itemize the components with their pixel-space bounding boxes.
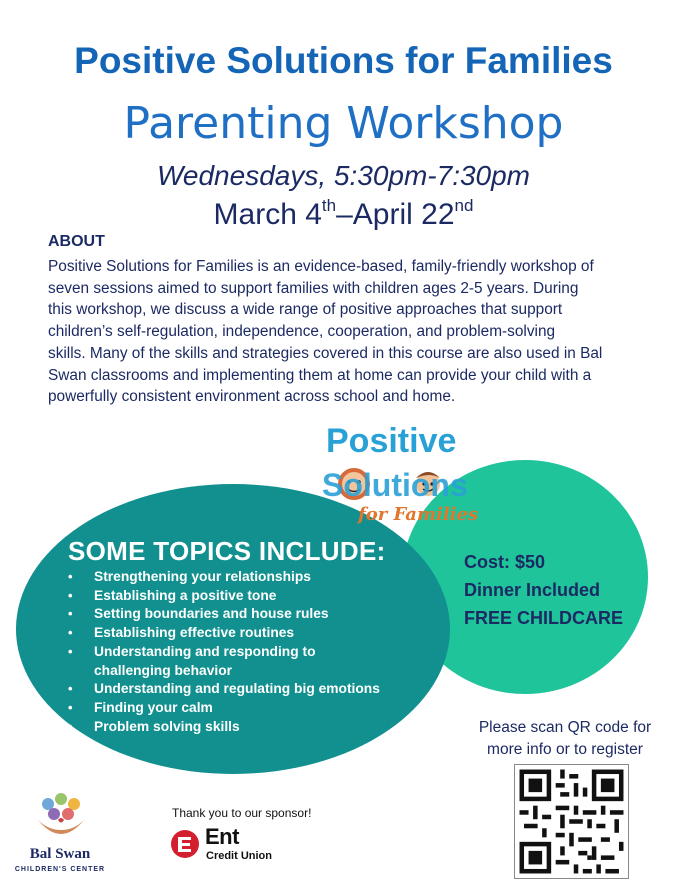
sponsor-subtitle: Credit Union bbox=[206, 850, 272, 862]
end-date: April 22 bbox=[352, 198, 455, 231]
bullet-icon: • bbox=[68, 625, 73, 641]
bullet-icon: • bbox=[68, 569, 73, 584]
topics-list bbox=[70, 568, 400, 736]
topic-item: • Strengthening your relationships bbox=[70, 568, 400, 587]
bal-swan-name: Bal Swan bbox=[29, 846, 91, 862]
sponsor-thanks: Thank you to our sponsor! bbox=[172, 806, 312, 820]
topic-item: • Finding your calm bbox=[70, 699, 400, 718]
schedule-text: Wednesdays, 5:30pm-7:30pm bbox=[156, 160, 531, 191]
about-paragraph bbox=[48, 256, 648, 408]
bullet-icon: • bbox=[68, 606, 73, 622]
about-line: powerfully consistent environment across school and home. bbox=[48, 388, 456, 406]
topic-item: • Understanding and responding to challenging behavior bbox=[68, 643, 316, 678]
end-date-suffix: nd bbox=[454, 196, 474, 215]
about-line: skills. Many of the skills and strategies covered in this course are also used in Bal bbox=[48, 344, 603, 362]
cost-childcare: FREE CHILDCARE bbox=[464, 608, 624, 628]
topic-item: • Establishing a positive tone bbox=[70, 587, 400, 606]
logo-line-2: Solutions bbox=[322, 467, 468, 503]
logo-line-3: for Families bbox=[358, 504, 479, 525]
start-date-suffix: th bbox=[321, 196, 337, 215]
bal-swan-logo-icon bbox=[30, 790, 92, 844]
cost-dinner: Dinner Included bbox=[464, 580, 601, 600]
about-line: seven sessions aimed to support families with children ages 2-5 years. During bbox=[48, 279, 579, 297]
qr-instructions: Please scan QR code for more info or to register bbox=[478, 719, 652, 758]
bullet-icon: • bbox=[68, 718, 73, 734]
positive-solutions-logo bbox=[318, 420, 488, 530]
bullet-icon: • bbox=[68, 643, 73, 659]
about-line: this workshop, we discuss a wide range of positive approaches that support bbox=[48, 301, 563, 319]
topics-heading: SOME TOPICS INCLUDE: bbox=[68, 536, 386, 566]
about-line: Swan classrooms and implementing them at home can provide your child with a bbox=[48, 366, 592, 384]
about-line: children’s self-regulation, independence, cooperation, and problem-solving bbox=[48, 323, 556, 341]
bal-swan-subtitle: CHILDREN'S CENTER bbox=[14, 866, 106, 873]
bullet-icon: • bbox=[68, 681, 73, 697]
about-line: Positive Solutions for Families is an evidence-based, family-friendly workshop of bbox=[48, 258, 594, 275]
cost-info bbox=[464, 548, 623, 632]
date-separator: – bbox=[336, 198, 353, 231]
date-range bbox=[0, 198, 687, 232]
page-title: Positive Solutions for Families bbox=[74, 40, 613, 81]
bullet-icon: • bbox=[68, 699, 73, 715]
logo-line-1: Positive bbox=[326, 422, 457, 460]
about-heading: ABOUT bbox=[48, 233, 105, 250]
topic-item: • Setting boundaries and house rules bbox=[70, 605, 400, 624]
start-date: March 4 bbox=[213, 198, 322, 231]
page-subtitle: Parenting Workshop bbox=[123, 98, 564, 149]
topic-item: • Establishing effective routines bbox=[70, 624, 400, 643]
topic-item: • Problem solving skills bbox=[70, 718, 400, 737]
qr-code[interactable] bbox=[514, 764, 629, 879]
bullet-icon: • bbox=[68, 587, 73, 603]
topic-item: • Understanding and regulating big emotions bbox=[70, 680, 400, 699]
sponsor-name: Ent bbox=[205, 824, 239, 849]
cost-price: Cost: $50 bbox=[464, 552, 546, 572]
